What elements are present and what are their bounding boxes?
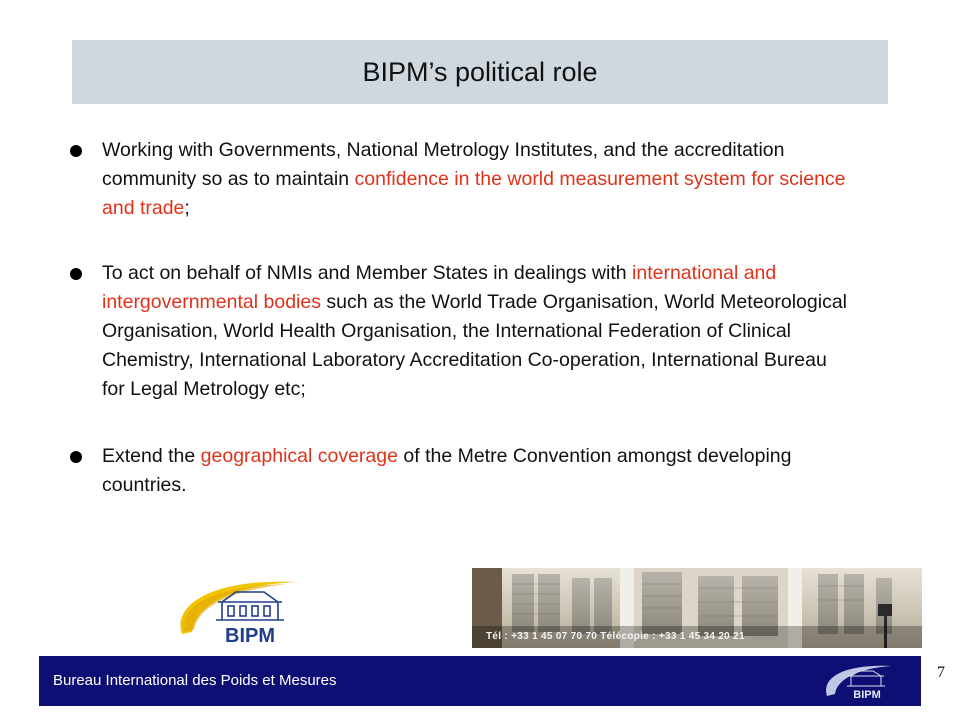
bullet-dot-icon — [70, 268, 82, 280]
bullet-text: of the Metre Convention amongst developing countries. — [102, 445, 792, 496]
footer-bipm-logo — [821, 662, 901, 702]
bullet-item — [68, 136, 848, 223]
building-photo — [472, 568, 922, 648]
bullet-list — [68, 136, 848, 500]
bullet-text: To act on behalf of NMIs and Member States in dealings with — [102, 262, 633, 284]
bullet-text: such as the World Trade Organisation, World Meteorological Organisation, World Health Organisation, the International Federation of Clinical Chemistry, International Laboratory Accreditation Co-operation, International Bureau for Legal Metrology etc; — [102, 291, 848, 400]
bullet-highlight: international and intergovernmental bodies — [102, 262, 777, 313]
svg-text:BIPM: BIPM — [853, 689, 881, 701]
footer-organization: Bureau International des Poids et Mesures — [53, 672, 337, 689]
bipm-logo-icon — [170, 572, 310, 654]
bullet-item — [68, 259, 848, 404]
footer-bar — [39, 656, 921, 706]
bullet-item — [68, 442, 848, 500]
svg-text:BIPM: BIPM — [225, 625, 275, 647]
bullet-dot-icon — [70, 145, 82, 157]
bullet-highlight: geographical coverage — [200, 445, 398, 467]
title-bar — [72, 40, 888, 104]
slide-title: BIPM’s political role — [362, 56, 598, 87]
footer-bipm-logo-icon — [821, 662, 901, 702]
bullet-highlight: confidence in the world measurement system for science and trade — [102, 168, 846, 219]
page-number: 7 — [937, 664, 945, 681]
photo-contact-caption: Tél : +33 1 45 07 70 70 Télécopie : +33 1 45 34 20 21 — [486, 631, 745, 642]
bipm-logo — [170, 572, 310, 654]
bullet-dot-icon — [70, 451, 82, 463]
bullet-text: Working with Governments, National Metrology Institutes, and the accreditation community so as to maintain — [102, 139, 785, 190]
bullet-text: Extend the — [102, 445, 201, 467]
bullet-text: ; — [184, 197, 190, 219]
